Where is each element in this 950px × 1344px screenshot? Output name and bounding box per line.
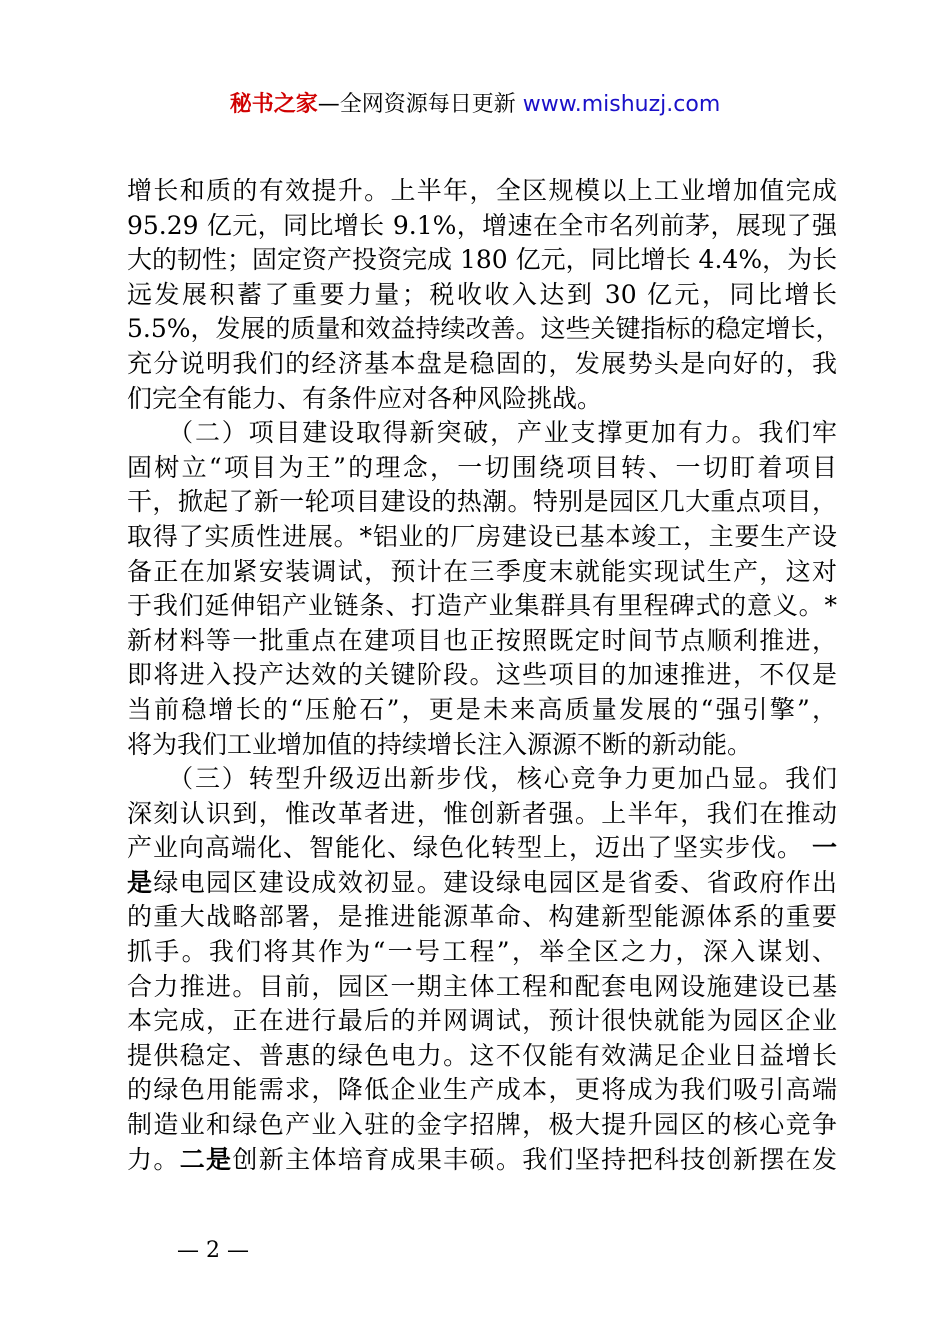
text-line: 的绿色用能需求，降低企业生产成本，更将成为我们吸引高端	[127, 1075, 837, 1105]
text-line: 新材料等一批重点在建项目也正按照既定时间节点顺利推进，	[127, 625, 837, 655]
text-line: 取得了实质性进展。*铝业的厂房建设已基本竣工，主要生产设	[127, 521, 837, 551]
document-body	[127, 174, 841, 1177]
text-line: 固树立“项目为王”的理念，一切围绕项目转、一切盯着项目	[127, 452, 837, 482]
text-line: 增长和质的有效提升。上半年，全区规模以上工业增加值完成	[127, 176, 837, 205]
header-tagline: —全网资源每日更新	[317, 92, 523, 117]
text-line: 产业向高端化、智能化、绿色化转型上，迈出了坚实步伐。 一	[127, 833, 837, 863]
text-line: 95.29 亿元，同比增长 9.1%，增速在全市名列前茅，展现了强	[127, 210, 837, 240]
bold-marker: 是	[127, 867, 154, 897]
text-line: 合力推进。目前，园区一期主体工程和配套电网设施建设已基	[127, 971, 837, 1001]
text-line: 5.5%，发展的质量和效益持续改善。这些关键指标的稳定增长，	[127, 314, 841, 344]
text-line: 是绿电园区建设成效初显。建设绿电园区是省委、省政府作出	[127, 867, 837, 897]
page-number: — 2 —	[177, 1238, 249, 1263]
text-line: 们完全有能力、有条件应对各种风险挑战。	[127, 383, 603, 413]
text-line: （二）项目建设取得新突破，产业支撑更加有力。我们牢	[127, 418, 837, 448]
text-line: 于我们延伸铝产业链条、打造产业集群具有里程碑式的意义。*	[127, 591, 837, 621]
text-line: 干，掀起了新一轮项目建设的热潮。特别是园区几大重点项目，	[127, 487, 837, 517]
site-url-link[interactable]: www.mishuzj.com	[522, 92, 721, 117]
text-line: 远发展积蓄了重要力量；税收收入达到 30 亿元，同比增长	[127, 279, 837, 309]
text-line: 深刻认识到，惟改革者进，惟创新者强。上半年，我们在推动	[127, 798, 837, 828]
brand-name: 秘书之家	[229, 92, 318, 117]
text-line: 的重大战略部署，是推进能源革命、构建新型能源体系的重要	[127, 902, 837, 932]
text-line: 备正在加紧安装调试，预计在三季度末就能实现试生产，这对	[127, 556, 837, 586]
text-line: 当前稳增长的“压舱石”，更是未来高质量发展的“强引擎”，	[127, 694, 837, 724]
text-line: 制造业和绿色产业入驻的金字招牌，极大提升园区的核心竞争	[127, 1110, 837, 1140]
text-line: （三）转型升级迈出新步伐，核心竞争力更加凸显。我们	[127, 764, 837, 794]
bold-marker: 二是	[179, 1144, 233, 1174]
text-line: 将为我们工业增加值的持续增长注入源源不断的新动能。	[127, 729, 753, 759]
text-line: 提供稳定、普惠的绿色电力。这不仅能有效满足企业日益增长	[127, 1040, 837, 1070]
text-line: 即将进入投产达效的关键阶段。这些项目的加速推进，不仅是	[127, 660, 837, 690]
text-line: 力。二是创新主体培育成果丰硕。我们坚持把科技创新摆在发	[127, 1144, 837, 1174]
text-line: 充分说明我们的经济基本盘是稳固的，发展势头是向好的，我	[127, 348, 837, 378]
site-header	[0, 88, 950, 122]
text-line: 抓手。我们将其作为“一号工程”，举全区之力，深入谋划、	[127, 937, 837, 967]
paragraph-3	[127, 762, 837, 1177]
bold-marker: 一	[811, 833, 837, 863]
paragraph-2	[127, 416, 837, 762]
paragraph-1	[127, 174, 841, 416]
text-line: 本完成，正在进行最后的并网调试，预计很快就能为园区企业	[127, 1006, 837, 1036]
text-line: 大的韧性；固定资产投资完成 180 亿元，同比增长 4.4%，为长	[127, 245, 838, 275]
